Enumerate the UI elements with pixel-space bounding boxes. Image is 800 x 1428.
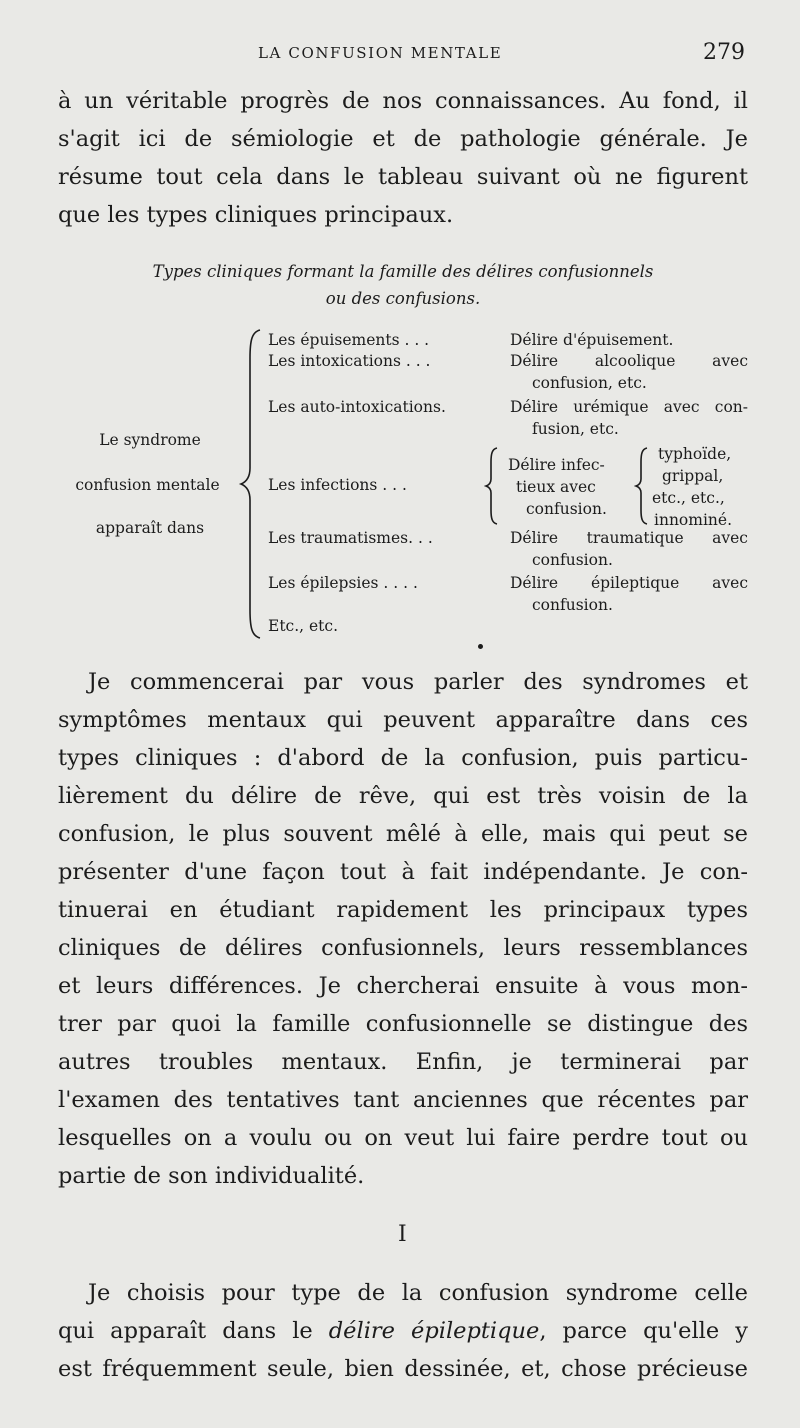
infection-type-innomine: innominé.	[654, 511, 732, 529]
cause-epilepsies: Les épilepsies . . . .	[268, 574, 418, 592]
text-line: partie de son individualité.	[58, 1163, 365, 1189]
text-line: Je commencerai par vous parler des syndromes et	[88, 669, 748, 695]
text-line: lesquelles on a voulu ou on veut lui faire perdre tout ou	[58, 1125, 748, 1151]
text-line: présenter d'une façon tout à fait indépendante. Je con-	[58, 859, 748, 885]
paragraph-plan	[58, 663, 748, 1195]
delire-infectieux-1: Délire infec-	[508, 456, 605, 474]
paragraph-intro	[58, 82, 748, 234]
text-line: types cliniques : d'abord de la confusion, puis particu-	[58, 745, 748, 771]
text-line: lièrement du délire de rêve, qui est très voisin de la	[58, 783, 748, 809]
infection-types-brace-icon	[634, 446, 650, 526]
emphasis-delire-epileptique: délire épileptique	[328, 1318, 540, 1344]
infection-type-etc: etc., etc.,	[652, 489, 725, 507]
text-line: à un véritable progrès de nos connaissances. Au fond, il	[58, 88, 748, 114]
text-line: résume tout cela dans le tableau suivant où ne figurent	[58, 164, 748, 190]
delire-epileptique-1: Délire épileptique avec	[510, 574, 748, 592]
text-line: l'examen des tentatives tant anciennes que récentes par	[58, 1087, 748, 1113]
table-caption	[58, 258, 748, 312]
infection-type-grippal: grippal,	[662, 467, 724, 485]
paragraph-section-start	[58, 1274, 748, 1388]
caption-line: ou des confusions.	[325, 289, 481, 308]
text-line: que les types cliniques principaux.	[58, 202, 454, 228]
text-line: Je choisis pour type de la confusion syndrome celle	[88, 1280, 748, 1306]
delire-epuisement: Délire d'épuisement.	[510, 331, 674, 349]
text-line-mixed	[58, 1312, 748, 1350]
section-number: I	[398, 1222, 407, 1247]
delire-uremique-2: fusion, etc.	[532, 420, 619, 438]
cause-infections: Les infections . . .	[268, 476, 407, 494]
infection-type-typhoide: typhoïde,	[658, 445, 732, 463]
cause-autointox: Les auto-intoxications.	[268, 398, 446, 416]
delire-traumatique-1: Délire traumatique avec	[510, 529, 748, 547]
table-left-label-1: Le syndrome	[99, 431, 201, 449]
text-line: autres troubles mentaux. Enfin, je terminerai par	[58, 1049, 748, 1075]
table-left-label-3: apparaît dans	[95, 519, 205, 537]
text-line: s'agit ici de sémiologie et de pathologie générale. Je	[58, 126, 748, 152]
main-brace-icon	[238, 328, 264, 640]
text-run: , parce qu'elle y	[539, 1318, 748, 1344]
delire-infectieux-3: confusion.	[526, 500, 607, 518]
ink-dot	[478, 644, 483, 649]
delire-epileptique-2: confusion.	[532, 596, 613, 614]
delire-alcoolique-2: confusion, etc.	[532, 374, 647, 392]
delire-traumatique-2: confusion.	[532, 551, 613, 569]
cause-etc: Etc., etc.	[268, 617, 339, 635]
infections-brace-icon	[484, 446, 500, 526]
text-line: et leurs différences. Je chercherai ensuite à vous mon-	[58, 973, 748, 999]
text-line: confusion, le plus souvent mêlé à elle, mais qui peut se	[58, 821, 748, 847]
delire-uremique-1: Délire urémique avec con-	[510, 398, 748, 416]
caption-line: Types cliniques formant la famille des délires confusionnels	[152, 262, 654, 281]
running-head: LA CONFUSION MENTALE	[258, 44, 503, 62]
page-number: 279	[703, 40, 745, 65]
text-run: qui apparaît dans le	[58, 1318, 329, 1344]
text-line: symptômes mentaux qui peuvent apparaître dans ces	[58, 707, 748, 733]
text-line: trer par quoi la famille confusionnelle se distingue des	[58, 1011, 748, 1037]
delire-infectieux-2: tieux avec	[516, 478, 596, 496]
cause-epuisements: Les épuisements . . .	[268, 331, 430, 349]
text-line: cliniques de délires confusionnels, leurs ressemblances	[58, 935, 748, 961]
text-line: est fréquemment seule, bien dessinée, et, chose précieuse	[58, 1356, 748, 1382]
text-line: tinuerai en étudiant rapidement les principaux types	[58, 897, 748, 923]
cause-intoxications: Les intoxications . . .	[268, 352, 431, 370]
cause-traumatismes: Les traumatismes. . .	[268, 529, 433, 547]
delire-alcoolique-1: Délire alcoolique avec	[510, 352, 748, 370]
table-left-label-2: confusion mentale	[75, 476, 220, 494]
